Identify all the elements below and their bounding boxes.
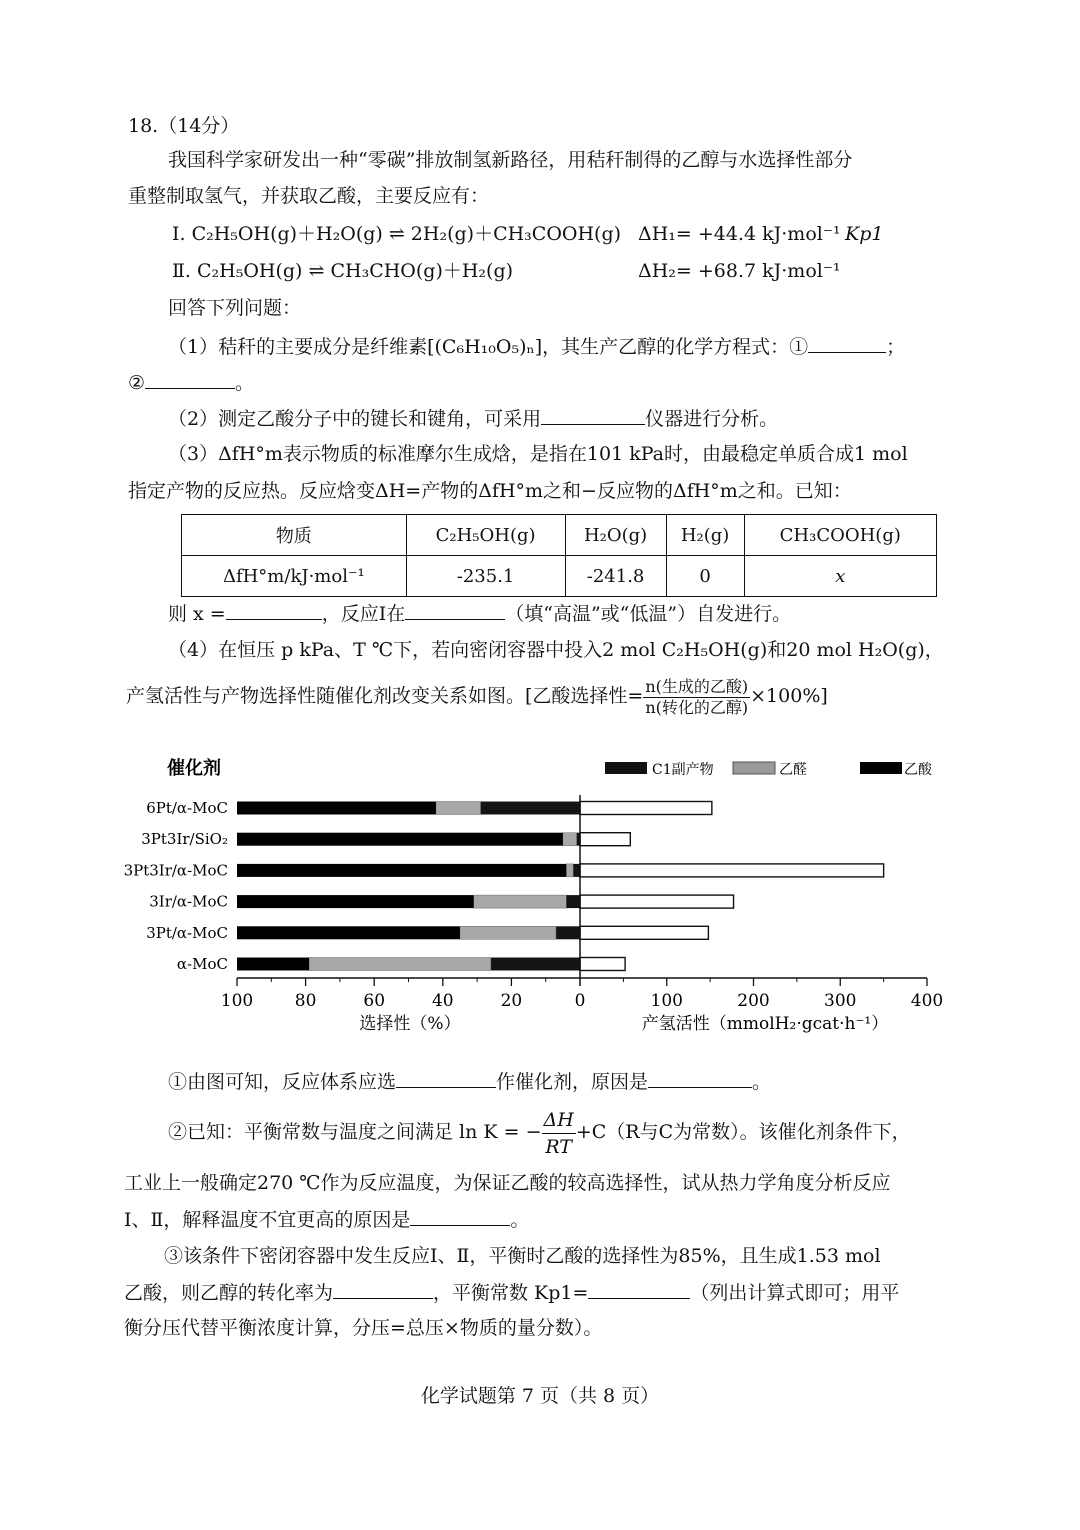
q1-blank-1[interactable]: [808, 334, 886, 353]
selectivity-fraction: [643, 677, 750, 718]
q1-text-a-end: ；: [886, 336, 906, 358]
q3-after-line: [168, 601, 791, 626]
activity-tick-label: 100: [650, 991, 683, 1011]
reaction-1: Ⅰ. C₂H₅OH(g)＋H₂O(g) ⇌ 2H₂(g)＋CH₃COOH(g): [172, 223, 622, 245]
sub3-line-1: ③该条件下密闭容器中发生反应Ⅰ、Ⅱ，平衡时乙酸的选择性为85%，且生成1.53 mol: [164, 1245, 881, 1267]
q1-text-b: ②: [128, 372, 146, 394]
sub3-text-b: ，平衡常数 Kp1=: [433, 1282, 589, 1304]
q3-after-a: 则 x =: [168, 603, 226, 625]
selectivity-tick-label: 100: [220, 991, 254, 1011]
bar-acetaldehyde: [460, 926, 556, 939]
sub1-text-c: 。: [752, 1071, 772, 1093]
category-label: 3Ir/α-MoC: [149, 892, 228, 911]
sub2-text-a: ②已知：平衡常数与温度之间满足 ln K = −: [168, 1121, 542, 1143]
bar-c1-byproduct: [573, 864, 580, 877]
sub2-line-2: 工业上一般确定270 ℃作为反应温度，为保证乙酸的较高选择性，试从热力学角度分析反应: [124, 1172, 891, 1194]
bar-h2-activity: [580, 958, 625, 971]
legend-swatch-c1: [605, 762, 647, 774]
activity-tick-label: 400: [910, 991, 944, 1011]
table-header-cell: 物质: [182, 515, 407, 556]
sub1-blank-catalyst[interactable]: [396, 1069, 496, 1088]
sub3-blank-conversion[interactable]: [333, 1280, 433, 1299]
q2-text-a: （2）测定乙酸分子中的键长和键角，可采用: [168, 408, 542, 430]
table-cell: 0: [666, 556, 744, 597]
sub2-text-b: +C（R与C为常数）。该催化剂条件下，: [575, 1121, 911, 1143]
bar-c1-byproduct: [566, 895, 580, 908]
bar-h2-activity: [580, 833, 630, 846]
bar-acetaldehyde: [563, 833, 577, 846]
question-number: 18.（14分）: [128, 115, 240, 137]
selectivity-tick-label: 80: [294, 991, 317, 1011]
legend-swatch-acetaldehyde: [733, 762, 775, 774]
page-footer: 化学试题第 7 页（共 8 页）: [420, 1385, 660, 1407]
q3-line-2: 指定产物的反应热。反应焓变ΔH=产物的ΔfH°m之和−反应物的ΔfH°m之和。已知：: [128, 480, 852, 502]
sub2-blank-reason[interactable]: [410, 1207, 510, 1226]
legend-label-acetic-acid: 乙酸: [904, 762, 932, 778]
q2-line: [168, 406, 778, 431]
reaction-1-k: Kp1: [845, 223, 884, 245]
sub1-text-a: ①由图可知，反应体系应选: [168, 1071, 397, 1093]
reaction-2: Ⅱ. C₂H₅OH(g) ⇌ CH₃CHO(g)＋H₂(g): [172, 260, 514, 282]
intro-line-2: 重整制取氢气，并获取乙酸，主要反应有：: [128, 185, 490, 207]
bar-acetic-acid: [237, 926, 460, 939]
q1-text-a: （1）秸秆的主要成分是纤维素[(C₆H₁₀O₅)ₙ]，其生产乙醇的化学方程式：①: [168, 336, 809, 358]
answer-prompt: 回答下列问题：: [168, 297, 302, 319]
bar-acetaldehyde: [309, 958, 491, 971]
sub2-line-1: [168, 1104, 911, 1160]
catalyst-chart: [110, 750, 960, 1040]
bar-acetic-acid: [237, 833, 563, 846]
legend-swatch-acetic-acid: [860, 762, 902, 774]
selectivity-tick-label: 60: [363, 991, 386, 1011]
chart-y-title: 催化剂: [167, 758, 221, 779]
reaction-2-enthalpy: ΔH₂= +68.7 kJ·mol⁻¹: [638, 260, 841, 282]
sub3-text-c: （列出计算式即可；用平: [690, 1282, 900, 1304]
enthalpy-table: [181, 514, 937, 597]
q4-line-2: [126, 674, 828, 718]
q3-after-c: （填“高温”或“低温”）自发进行。: [505, 603, 792, 625]
q3-line-1: （3）ΔfH°m表示物质的标准摩尔生成焓，是指在101 kPa时，由最稳定单质合成1 mol: [168, 443, 908, 465]
table-cell: -235.1: [406, 556, 565, 597]
activity-tick-label: 300: [824, 991, 857, 1011]
bar-acetic-acid: [237, 802, 436, 815]
bar-acetic-acid: [237, 895, 474, 908]
q2-text-b: 仪器进行分析。: [645, 408, 779, 430]
q4-line-1: （4）在恒压 p kPa、T ℃下，若向密闭容器中投入2 mol C₂H₅OH(g)和20 mol H₂O(g)，: [168, 639, 944, 661]
lnk-denominator: RT: [545, 1135, 572, 1158]
selectivity-tick-label: 40: [431, 991, 454, 1011]
fraction-numerator: n(生成的乙酸): [645, 676, 749, 696]
table-cell: ΔfH°m/kJ·mol⁻¹: [182, 556, 407, 597]
bar-h2-activity: [580, 864, 884, 877]
activity-axis-label: 产氢活性（mmolH₂·gcat·h⁻¹）: [641, 1014, 889, 1034]
q1-line: [168, 334, 905, 359]
bar-acetaldehyde: [474, 895, 567, 908]
sub1-blank-reason[interactable]: [648, 1069, 752, 1088]
category-label: 6Pt/α-MoC: [146, 799, 228, 817]
category-label: α-MoC: [176, 955, 228, 973]
sub1-line: [168, 1069, 771, 1094]
q3-blank-temp[interactable]: [405, 601, 505, 620]
q3-blank-x[interactable]: [226, 601, 322, 620]
bar-c1-byproduct: [481, 802, 580, 815]
legend-label-c1: C1副产物: [652, 762, 714, 778]
selectivity-tick-label: 0: [574, 991, 586, 1011]
table-header-cell: H₂O(g): [565, 515, 666, 556]
bar-h2-activity: [580, 895, 734, 908]
q4-text-a: 产氢活性与产物选择性随催化剂改变关系如图。[乙酸选择性=: [126, 685, 644, 707]
legend-label-acetaldehyde: 乙醛: [779, 762, 807, 778]
table-cell: x: [744, 556, 936, 597]
category-label: 3Pt3Ir/SiO₂: [141, 830, 228, 849]
q1-blank-2[interactable]: [145, 370, 235, 389]
table-row-header: [182, 515, 937, 556]
q3-after-b: ，反应Ⅰ在: [321, 603, 406, 625]
sub3-text-a: 乙酸，则乙醇的转化率为: [124, 1282, 334, 1304]
legend: [605, 761, 933, 778]
bar-c1-byproduct: [491, 958, 580, 971]
fraction-denominator: n(转化的乙醇): [645, 697, 749, 717]
intro-line-1: 我国科学家研发出一种“零碳”排放制氢新路径，用秸秆制得的乙醇与水选择性部分: [168, 149, 853, 171]
q4-text-b: ×100%]: [750, 685, 828, 707]
table-header-cell: CH₃COOH(g): [744, 515, 936, 556]
sub3-blank-kp1[interactable]: [588, 1280, 690, 1299]
sub2-text-3a: Ⅰ、Ⅱ，解释温度不宜更高的原因是: [124, 1209, 411, 1231]
bar-c1-byproduct: [556, 926, 580, 939]
selectivity-axis-label: 选择性（%）: [359, 1014, 461, 1034]
category-label: 3Pt3Ir/α-MoC: [123, 861, 228, 880]
sub3-line-2: [124, 1280, 899, 1305]
sub2-line-3: [124, 1207, 529, 1232]
bar-acetaldehyde: [566, 864, 573, 877]
category-label: 3Pt/α-MoC: [146, 923, 228, 942]
table-cell: -241.8: [565, 556, 666, 597]
q1-text-b-end: 。: [235, 372, 255, 394]
q1-line-2: [128, 370, 254, 395]
activity-tick-label: 200: [737, 991, 770, 1011]
selectivity-tick-label: 20: [500, 991, 523, 1011]
bar-acetic-acid: [237, 864, 566, 877]
lnk-fraction: [542, 1107, 576, 1160]
table-row-values: [182, 556, 937, 597]
table-header-cell: C₂H₅OH(g): [406, 515, 565, 556]
table-header-cell: H₂(g): [666, 515, 744, 556]
bar-acetaldehyde: [436, 802, 481, 815]
q2-blank[interactable]: [541, 406, 645, 425]
bar-h2-activity: [580, 802, 712, 815]
lnk-numerator: ΔH: [542, 1107, 576, 1134]
bar-h2-activity: [580, 926, 708, 939]
sub3-line-3: 衡分压代替平衡浓度计算，分压=总压×物质的量分数）。: [124, 1317, 603, 1339]
bar-acetic-acid: [237, 958, 309, 971]
sub1-text-b: 作催化剂，原因是: [496, 1071, 649, 1093]
sub2-text-3b: 。: [510, 1209, 530, 1231]
reaction-1-enthalpy: ΔH₁= +44.4 kJ·mol⁻¹: [638, 223, 841, 245]
